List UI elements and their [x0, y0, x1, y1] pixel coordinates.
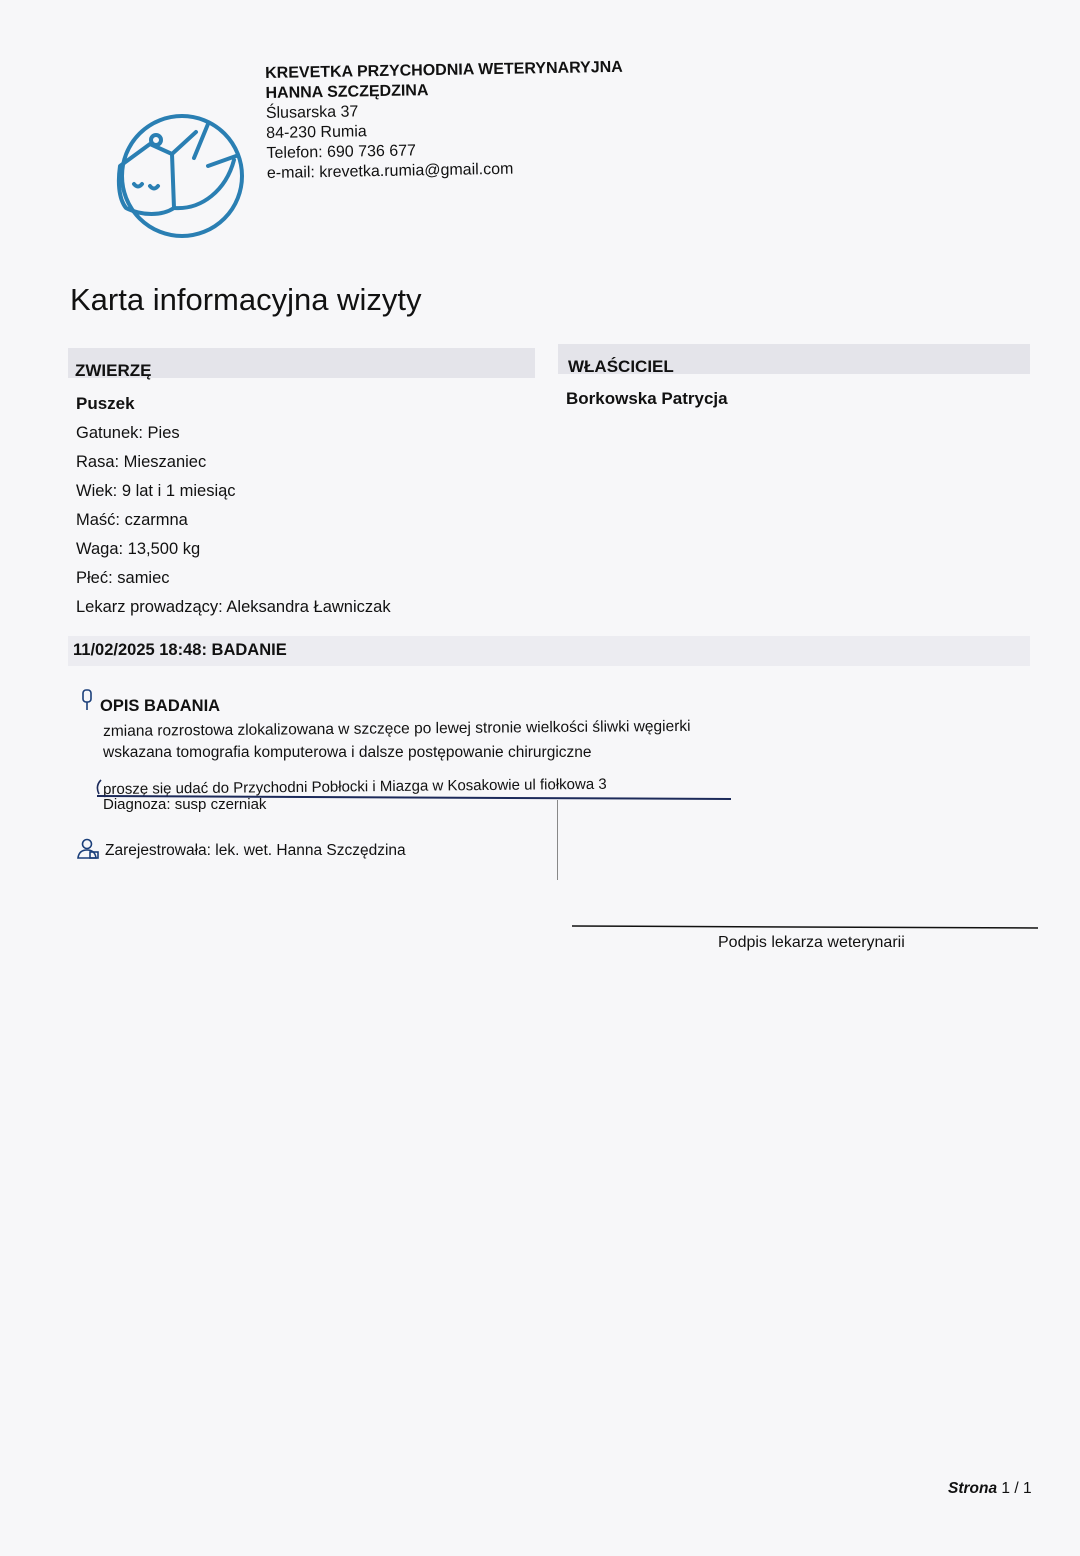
pet-species: Gatunek: Pies	[76, 424, 180, 442]
clinic-city: 84-230 Rumia	[266, 123, 367, 142]
page-title: Karta informacyjna wizyty	[70, 282, 422, 317]
clinic-email: e-mail: krevetka.rumia@gmail.com	[266, 160, 514, 182]
signature-label: Podpis lekarza weterynarii	[718, 934, 905, 951]
visit-header: 11/02/2025 18:48: BADANIE	[73, 641, 287, 659]
owner-section-label: WŁAŚCICIEL	[568, 357, 674, 376]
page-numbers: 1 / 1	[1001, 1480, 1032, 1497]
clinic-owner: HANNA SZCZĘDZINA	[265, 82, 429, 102]
clinic-phone: Telefon: 690 736 677	[266, 142, 417, 162]
vertical-rule	[556, 800, 559, 880]
pet-breed: Rasa: Mieszaniec	[76, 453, 207, 471]
registered-by: Zarejestrowała: lek. wet. Hanna Szczędzina	[105, 842, 406, 859]
description-title: OPIS BADANIA	[100, 697, 221, 715]
diagnosis: Diagnoza: susp czerniak	[103, 796, 267, 813]
pin-icon	[80, 689, 94, 711]
pet-weight: Waga: 13,500 kg	[76, 540, 201, 558]
description-line-2: wskazana tomografia komputerowa i dalsze postępowanie chirurgiczne	[103, 744, 592, 761]
page-word: Strona	[948, 1480, 998, 1497]
description-line-3: proszę się udać do Przychodni Pobłocki i Miazga w Kosakowie ul fiołkowa 3	[103, 775, 607, 798]
clinic-name: KREVETKA PRZYCHODNIA WETERYNARYJNA	[265, 58, 623, 82]
pet-color: Maść: czarmna	[76, 511, 188, 529]
animal-section-label: ZWIERZĘ	[75, 361, 152, 380]
clinic-logo-icon	[112, 110, 248, 240]
signature-line	[572, 924, 1038, 930]
clinic-street: Ślusarska 37	[265, 103, 359, 122]
clinic-header	[265, 58, 625, 184]
pet-doctor: Lekarz prowadzący: Aleksandra Ławniczak	[76, 598, 391, 616]
pet-age: Wiek: 9 lat i 1 miesiąc	[76, 482, 236, 500]
pet-name: Puszek	[76, 394, 135, 413]
description-line-1: zmiana rozrostowa zlokalizowana w szczęce po lewej stronie wielkości śliwki węgierki	[103, 717, 691, 740]
pet-sex: Płeć: samiec	[76, 569, 170, 587]
handwritten-underline	[95, 775, 745, 818]
user-icon	[76, 838, 100, 860]
owner-name: Borkowska Patrycja	[566, 389, 728, 408]
page-number	[948, 1480, 1032, 1498]
